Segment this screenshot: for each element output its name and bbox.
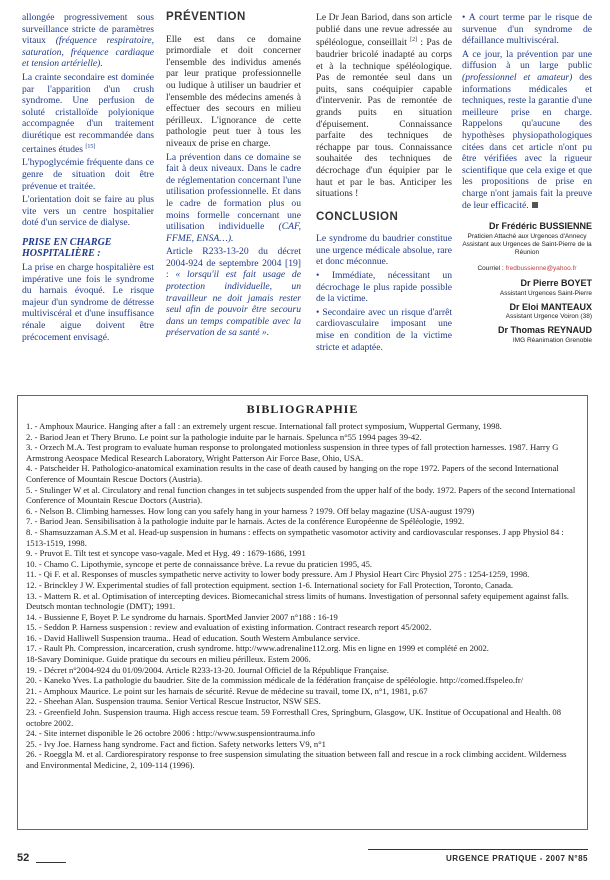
bibliography-item: 18-Savary Dominique. Guide pratique du secours en milieu périlleux. Estem 2006. <box>26 654 311 665</box>
footer-rule <box>368 849 588 850</box>
journal-name: URGENCE PRATIQUE - 2007 N°85 <box>446 854 588 863</box>
bibliography-item: 25. - Ivy Joe. Harness hang syndrome. Fact and fiction. Safety networks letters V9, n°1 <box>26 738 326 749</box>
bibliography-item: 7. - Bariod Jean. Sensibilisation à la pathologie induite par le harnais. Actes de la conférence Européenne de Spéléologie, 1992. <box>26 516 465 527</box>
bibliography-item: 26. - Roeggla M. et al. Cardiorespiratory response to free suspension simulating the situation between fall and rescue in a rock climbing accident. Wilderness and Environmental Medicine, 2, 109-114 (1996). <box>26 749 567 770</box>
bibliography-item: 1. - Amphoux Maurice. Hanging after a fall : an extremely urgent rescue. International fall protect symposium, Wuppertal Germany, 1998. <box>26 421 502 431</box>
column-4 <box>462 12 592 345</box>
text: Article R233-13-20 du décret 2004-924 de septembre 2004 [19] : <box>166 246 301 281</box>
paragraph <box>22 12 154 70</box>
paragraph: La prise en charge hospitalière est impérative une fois le syndrome du harnais évoqué. Le risque majeur d'un syndrome de détresse multiviscéral et d'une insuffisance rénale aigue doivent être précocement envisagé. <box>22 262 154 343</box>
email-link[interactable]: fredbussienne@yahoo.fr <box>505 264 577 272</box>
column-3 <box>316 12 452 355</box>
paragraph <box>22 72 154 155</box>
bullet-item: • A court terme par le risque de survenue d'un syndrome de défaillance multiviscéral. <box>462 12 592 47</box>
page-number: 52 <box>17 852 30 864</box>
end-mark-icon <box>532 202 538 208</box>
bibliography-item: 24. - Site internet disponible le 26 octobre 2006 : http://www.suspensiontrauma.info <box>26 728 315 739</box>
bibliography-box <box>17 395 588 830</box>
paragraph: L'orientation doit se faire au plus vite vers un centre hospitalier doté d'un service de dialyse. <box>22 194 154 229</box>
bibliography-item: 22. - Sheehan Alan. Suspension trauma. Senior Vertical Rescue Instructor, NSW SES. <box>26 696 321 707</box>
bibliography-item: 21. - Amphoux Maurice. Le point sur les harnais de sécurité. Revue de médecine su travail, tome IX, n°1, 1981, p.67 <box>26 685 428 696</box>
paragraph: L'hypoglycémie fréquente dans ce genre de situation doit être prévenue et traitée. <box>22 157 154 192</box>
author-name: Dr Thomas REYNAUD <box>497 325 592 336</box>
text: allongée progressivement sous surveillance stricte de paramètres vitaux <box>22 12 154 47</box>
column-2 <box>166 12 301 341</box>
bibliography-item: 8. - Shamsuzzaman A.S.M et al. Head-up suspension in humans : effects on sympathetic vasomotor activity and cardiovascular responses. J app Physiol 84 : 1513-1519, 1998. <box>26 526 564 548</box>
footer-rule <box>36 862 66 863</box>
italic-text: (CAF, FFME, ENSA…). <box>166 221 301 244</box>
bullet-item: • Immédiate, nécessitant un décrochage le plus rapide possible de la victime. <box>316 270 452 305</box>
bibliography-title: BIBLIOGRAPHIE <box>246 402 359 416</box>
bibliography-item: 19. - Décret n°2004-924 du 01/09/2004. Article R233-13-20. Journal Officiel de la République Française. <box>26 664 389 675</box>
italic-text: « lorsqu'il est fait usage de protection individuelle, un travailleur ne doit jamais rester seul afin de pouvoir être secouru dans un temps compatible avec la préservation de sa santé ». <box>166 269 301 339</box>
bibliography-item: 20. - Kaneko Yves. La pathologie du baudrier. Site de la commission médicale de la fédération française de spéléologie. http://comed.ffspeleo.fr/ <box>26 675 524 686</box>
page-footer <box>0 852 610 872</box>
paragraph <box>462 49 592 211</box>
author-name: Dr Frédéric BUSSIENNE <box>488 221 592 232</box>
author-role: IMG Réanimation Grenoble <box>512 337 592 345</box>
bibliography-item: 15. - Seddon P. Harness suspension : review and evaluation of existing information. Contract research report 45/2002. <box>26 622 432 633</box>
bibliography-item: 17. - Rault Ph. Compression, incarceration, crush syndrome. http://www.adrenaline112.org. Mis en ligne en 1999 et complété en 2002. <box>26 643 489 654</box>
text: La prévention dans ce domaine se fait à deux niveaux. Dans le cadre de réglementation concernant l'une utilisation professionnelle. Et dans le cadre de formation plus ou moins formelle concernant une utilisation individuelle <box>166 151 301 233</box>
column-1 <box>22 12 154 345</box>
bibliography-item: 14. - Bussienne F, Boyet P. Le syndrome du harnais. SportMed Janvier 2007 n°188 : 16-19 <box>26 611 338 622</box>
italic-text: (professionnel et amateur) <box>462 71 573 83</box>
bibliography-item: 16. - David Halliwell Suspension trauma.. Head of education. South Western Ambulance service. <box>26 632 360 643</box>
email-line <box>462 263 592 275</box>
bibliography-item: 5. - Stulinger W et al. Circulatory and renal function changes in tet subjects suspended from the upper half of the body. 1972. Papers of the second International Conference of Mountain Rescue Doctors (Austria). <box>26 484 576 506</box>
reference-mark: [2] <box>410 37 418 44</box>
reference-mark: [15] <box>85 143 96 150</box>
text: La crainte secondaire est dominée par l'apparition d'un crush syndrome. Une perfusion de soluté cristalloïde polyionique accompagnée d'un traitement diurétique est recommandée dans certaines études <box>22 71 154 155</box>
bullet-item: • Secondaire avec un risque d'arrêt cardiovasculaire imposant une mise en condition de la victime stricte et adaptée. <box>316 306 452 353</box>
bibliography-item: 11. - Qi F. et al. Responses of muscles sympathetic nerve activity to lower body pressure. Am J Physiol Heart Circ Physiol 275 : 1254-1259, 1998. <box>26 569 530 580</box>
author-role: Praticien Attaché aux Urgences d'Annecy Assistant aux Urgences de Saint-Pierre de la Réunion <box>462 232 592 256</box>
bibliography-item: 9. - Pruvot E. Tilt test et syncope vaso-vagale. Med et Hyg. 49 : 1679-1686, 1991 <box>26 548 306 559</box>
paragraph <box>166 152 301 245</box>
paragraph: Elle est dans ce domaine primordiale et doit concerner l'ensemble des individus amenés par leur pratique professionnelle ou ludique à utiliser un baudrier et l'ensemble des médecins amenés à effectuer des secours en milieu périlleux. L'ignorance de cette pathologie peut tuer à tous les niveaux de prise en charge. <box>166 33 301 149</box>
author-name: Dr Eloi MANTEAUX <box>509 301 592 312</box>
subheading: PRISE EN CHARGE HOSPITALIÈRE : <box>22 236 112 260</box>
bibliography-list <box>26 421 579 771</box>
bibliography-item: 6. - Nelson B. Climbing harnesses. How long can you safely hang in your harness ? 1979. Off belay magazine (USA-august 1979) <box>26 505 475 516</box>
bibliography-item: 2. - Bariod Jean et Thery Bruno. Le point sur la pathologie induite par le harnais. Spelunca n°55 1994 pages 39-42. <box>26 431 422 442</box>
email-label: Courriel : <box>477 264 504 272</box>
paragraph: Le syndrome du baudrier constitue une urgence médicale absolue, rare et donc méconnue. <box>316 233 452 268</box>
bibliography-item: 12. - Brinckley J W. Experimental studies of fall protection equipment. section 1-6. International society for Fall Protection, Toronto, Canada. <box>26 579 514 590</box>
bibliography-item: 3. - Orzech M.A. Test program to evaluate human response to prolongated motionless suspension in three types of fall protection harnesses. 1987. Harry G Armstrong Aeospace Medical Research Laboratory, Wright Patterson Air Force Base, Ohio, USA. <box>26 442 559 463</box>
text: A ce jour, la prévention par une diffusion à un large public <box>462 48 592 72</box>
section-heading: CONCLUSION <box>316 210 399 223</box>
italic-text: (fréquence respiratoire, saturation, fréquence cardiaque et tension artérielle). <box>22 35 154 70</box>
paragraph <box>166 246 301 339</box>
author-block <box>462 221 592 345</box>
bibliography-item: 13. - Mattern R. et al. Optimisation of intercepting devices. Biomecanichal stress limits of humans. Investigation of personnal safety equipement against falls. Deutsch montan technologie (DMT); 1991. <box>26 590 569 612</box>
author-name: Dr Pierre BOYET <box>520 278 592 289</box>
bibliography-item: 4. - Patscheider H. Pathologico-anatomical examination results in the case of death caused by hanging on the rope 1972. Papers of the second International Conference of Mountain Rescue Doctors (Austria). <box>26 463 559 484</box>
paragraph <box>316 12 452 200</box>
section-heading: PRÉVENTION <box>166 11 246 23</box>
author-role: Assistant Urgences Saint-Pierre <box>499 289 592 297</box>
text: Le Dr Jean Bariod, dans son article publié dans une revue adressée au spéléologue, conseillait <box>316 12 452 49</box>
bibliography-item: 23. - Greenfield John. Suspension trauma. High access rescue team. 59 Forresthall Cres, Springburn, Glasgow, UK. Institue of Occupational and Health. 08 octobre 2002. <box>26 707 561 728</box>
author-role: Assistant Urgence Voiron (38) <box>505 313 592 321</box>
text: : Pas de baudrier bricolé inadapté au corps et à la technique spéléologique. Pas de remontée seul dans un puits, sans coéquipier capable d'intervenir. Pas de remontée de grands puits en situation d'épuisement. Connaissance parfaite des techniques de réchappe par tous. Connaissance souhaitée des techniques de décrochage d'un équipier par le haut et par le bas. Anticiper les situations ! <box>316 37 452 200</box>
text: des informations médicales et techniques, reste la garantie d'une meilleure prise en charge. Rappelons qu'aucune des hypothèses physiopathologiques citées dans cet article n'ont pu être vérifiées avec la rigueur scientifique que cela exige et que les propositions de prise en charge n'ont jamais fait la preuve de leur efficacité. <box>462 71 593 211</box>
bibliography-item: 10. - Chamo C. Lipothymie, syncope et perte de connaissance brève. La revue du praticien 1995, 45. <box>26 558 373 569</box>
